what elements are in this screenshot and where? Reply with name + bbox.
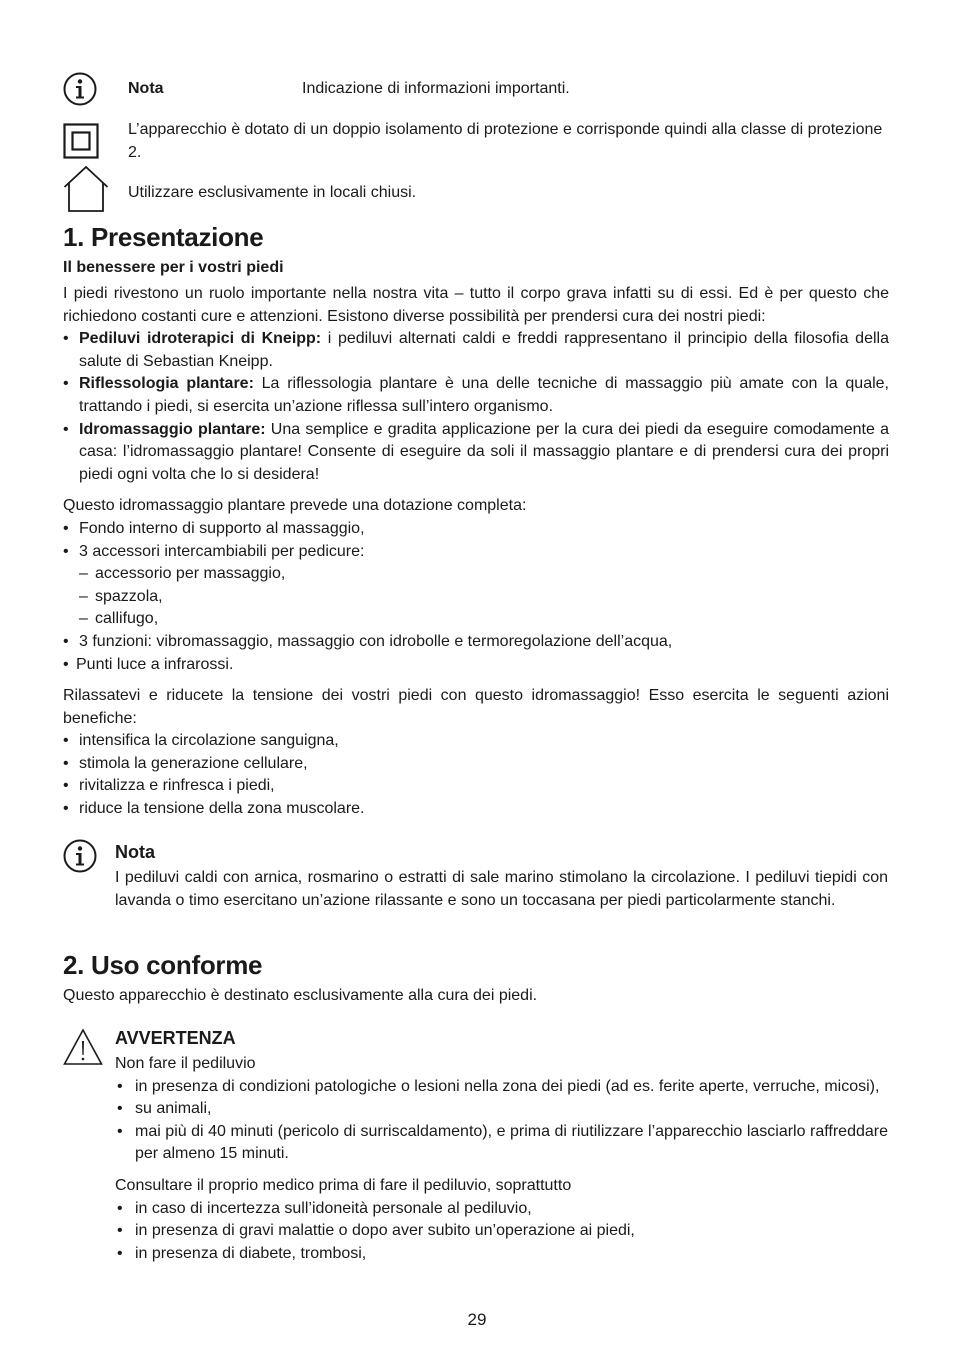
list-item: • Fondo interno di supporto al massaggio, xyxy=(63,518,889,541)
list-item-text: i pediluvi alternati caldi e freddi rappresentano il principio della filosofia della salute di Sebastian Kneipp. xyxy=(79,330,889,370)
equipment-intro: Questo idromassaggio plantare prevede una dotazione completa: xyxy=(63,497,527,515)
list-item: • rivitalizza e rinfresca i piedi, xyxy=(63,775,889,798)
warning-list xyxy=(115,1076,888,1166)
warning-title: AVVERTENZA xyxy=(115,1028,236,1048)
warning-box xyxy=(115,1027,888,1265)
equipment-list-more xyxy=(63,631,889,676)
note-label: Nota xyxy=(128,80,164,97)
list-item-term: Idromassaggio plantare: xyxy=(79,420,266,438)
intro-paragraph: I piedi rivestono un ruolo importante nella nostra vita – tutto il corpo grava infatti su di essi. Ed è per questo che richiedono costanti cure e attenzioni. Esistono diverse possibilità per prendersi cura dei nostri piedi: xyxy=(63,285,889,325)
doctor-intro: Consultare il proprio medico prima di fare il pediluvio, soprattutto xyxy=(115,1176,572,1194)
list-item xyxy=(63,419,889,487)
subtitle: Il benessere per i vostri piedi xyxy=(63,259,284,276)
indoor-use-house-icon xyxy=(62,165,110,213)
list-item: • su animali, xyxy=(115,1098,888,1121)
page-number: 29 xyxy=(467,1310,487,1329)
list-item: • stimola la generazione cellulare, xyxy=(63,753,889,776)
double-insulation-text: L’apparecchio è dotato di un doppio isolamento di protezione e corrisponde quindi alla classe di protezione 2. xyxy=(128,121,883,161)
list-item xyxy=(63,373,889,418)
benefits-list xyxy=(63,730,889,820)
list-item-text: Una semplice e gradita applicazione per la cura dei piedi da eseguire comodamente a casa: l’idromassaggio plantare! Consente di eseguire da soli il massaggio plantare e di prendersi cura dei propri piedi ogni volta che lo si desidera! xyxy=(79,420,889,483)
note-title: Nota xyxy=(115,842,155,862)
list-item: • 3 funzioni: vibromassaggio, massaggio con idrobolle e termoregolazione dell’acqua, xyxy=(63,631,889,654)
section-presentazione-body xyxy=(63,257,889,821)
benefits-intro: Rilassatevi e riducete la tensione dei vostri piedi con questo idromassaggio! Esso esercita le seguenti azioni benefiche: xyxy=(63,687,889,727)
note-description: Indicazione di informazioni importanti. xyxy=(302,80,570,97)
list-item: – accessorio per massaggio, xyxy=(79,563,889,586)
list-item: • 3 accessori intercambiabili per pedicure: xyxy=(63,541,889,564)
accessories-list xyxy=(79,563,889,631)
list-item: • in caso di incertezza sull’idoneità personale al pediluvio, xyxy=(115,1198,888,1221)
info-icon xyxy=(63,839,97,873)
list-item: – callifugo, xyxy=(79,608,889,631)
note-box xyxy=(115,841,888,912)
warning-triangle-icon xyxy=(63,1028,103,1066)
list-item: • in presenza di condizioni patologiche o lesioni nella zona dei piedi (ad es. ferite aperte, verruche, micosi), xyxy=(115,1076,888,1099)
list-item: – spazzola, xyxy=(79,586,889,609)
indoor-use-text: Utilizzare esclusivamente in locali chiusi. xyxy=(128,184,417,201)
list-item-term: Riflessologia plantare: xyxy=(79,375,254,393)
list-item: • riduce la tensione della zona muscolare. xyxy=(63,798,889,821)
doctor-list xyxy=(115,1198,888,1266)
warning-intro: Non fare il pediluvio xyxy=(115,1055,256,1072)
list-item: • mai più di 40 minuti (pericolo di surriscaldamento), e prima di riutilizzare l’apparecchio lasciarlo raffreddare per almeno 15 minuti. xyxy=(115,1121,888,1166)
list-item: • Punti luce a infrarossi. xyxy=(63,654,889,677)
note-text: I pediluvi caldi con arnica, rosmarino o estratti di sale marino stimolano la circolazione. I pediluvi tiepidi con lavanda o timo esercitano un’azione rilassante e sono un toccasana per piedi particolarmente stanchi. xyxy=(115,869,888,909)
list-item-term: Pediluvi idroterapici di Kneipp: xyxy=(79,330,322,348)
list-item-text: La riflessologia plantare è una delle tecniche di massaggio più amate con la quale, trattando i piedi, si esercita un’azione riflessa sull’intero organismo. xyxy=(79,375,889,415)
info-icon xyxy=(63,72,97,106)
double-insulation-icon xyxy=(63,123,99,159)
section-title-presentazione: 1. Presentazione xyxy=(63,222,264,252)
list-item: • in presenza di gravi malattie o dopo aver subito un’operazione ai piedi, xyxy=(115,1220,888,1243)
equipment-list xyxy=(63,518,889,563)
foot-care-list xyxy=(63,328,889,486)
list-item: • intensifica la circolazione sanguigna, xyxy=(63,730,889,753)
intended-use-text: Questo apparecchio è destinato esclusivamente alla cura dei piedi. xyxy=(63,987,538,1004)
section-title-uso-conforme: 2. Uso conforme xyxy=(63,950,263,980)
list-item xyxy=(63,328,889,373)
list-item: • in presenza di diabete, trombosi, xyxy=(115,1243,888,1266)
